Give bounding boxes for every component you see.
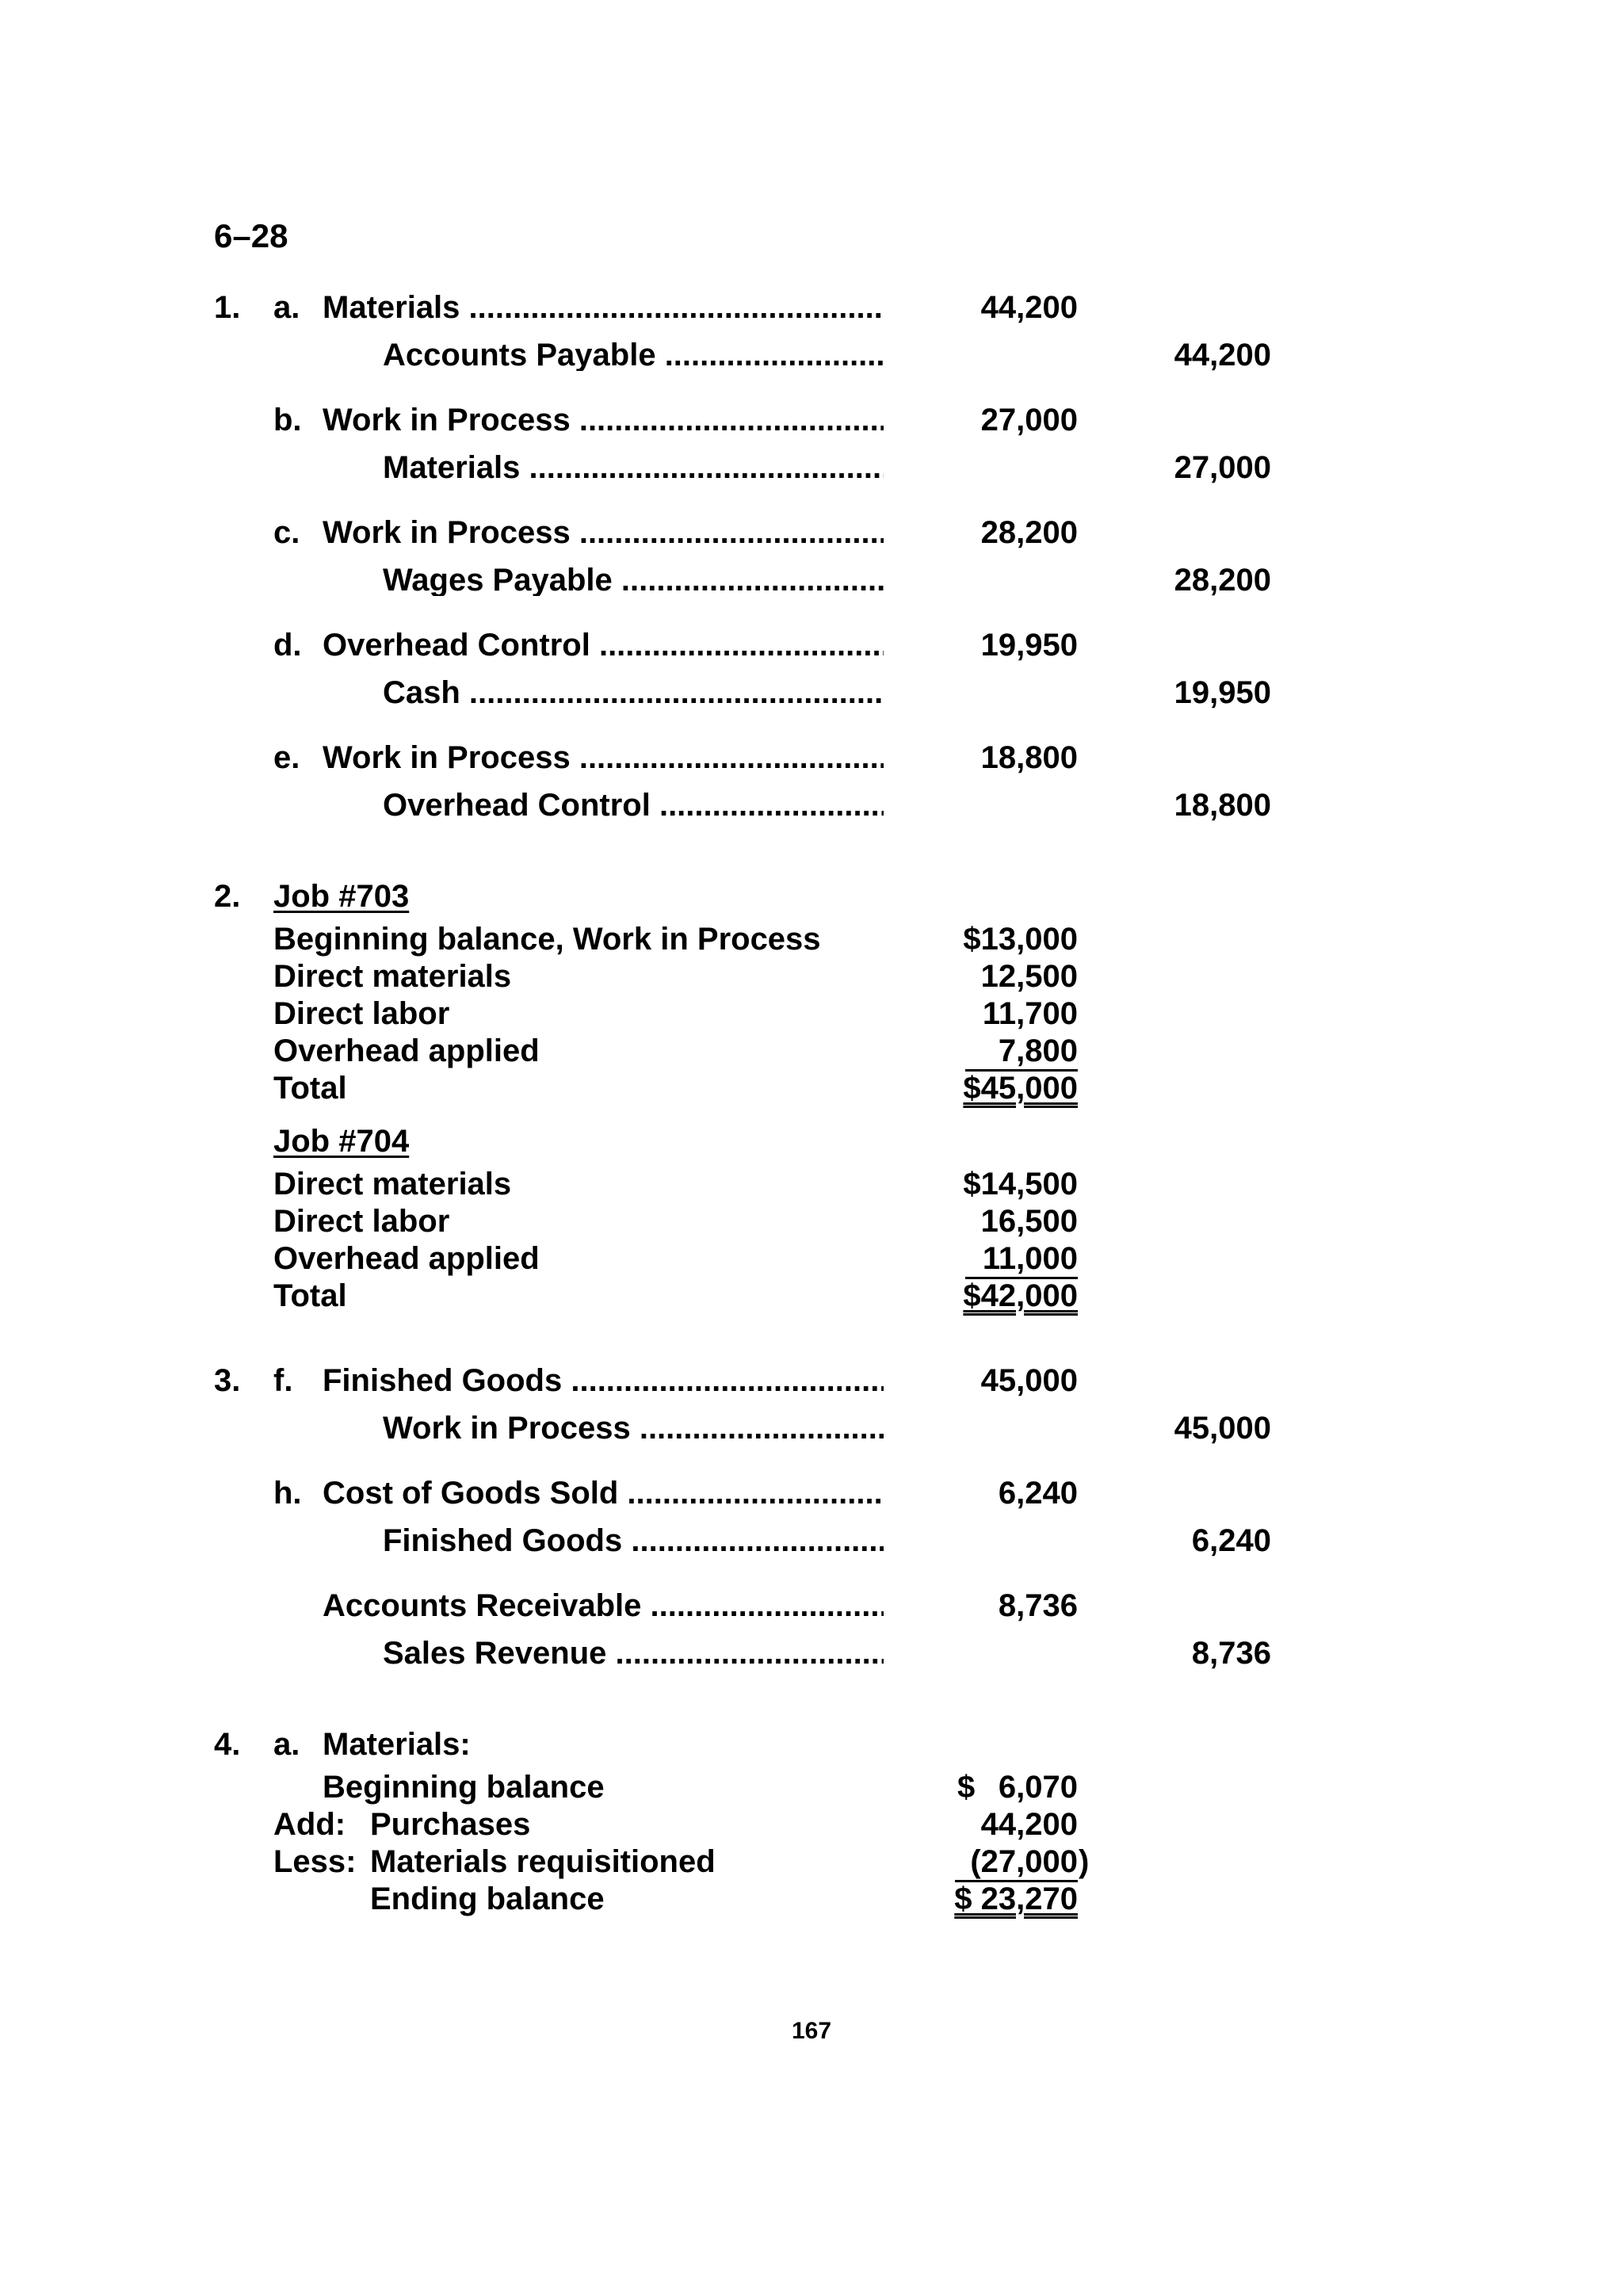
credit-account: Wages Payable .....	[383, 564, 884, 596]
part-number: 3.	[214, 1363, 241, 1398]
credit-amount: 28,200	[1174, 563, 1271, 598]
debit-amount: 28,200	[980, 515, 1078, 550]
page-number: 167	[791, 2018, 832, 2044]
debit-account: Work in Process .....	[323, 742, 884, 774]
ending-balance-value: $ 23,270	[954, 1881, 1078, 1916]
credit-account: Overhead Control .....	[383, 789, 884, 821]
job-row-label: Direct materials	[273, 1167, 512, 1201]
problem-number: 6–28	[214, 217, 288, 254]
job-row-amount: $13,000	[963, 922, 1078, 957]
beginning-balance-amount: 6,070	[998, 1770, 1078, 1805]
job-row-amount: 12,500	[980, 959, 1078, 994]
credit-amount: 45,000	[1174, 1411, 1271, 1446]
entry-letter: h.	[273, 1476, 302, 1511]
debit-amount: 44,200	[980, 290, 1078, 325]
debit-account: Overhead Control .....	[323, 629, 884, 661]
job-total-value: $42,000	[963, 1278, 1078, 1313]
credit-account: Cash .....	[383, 677, 884, 709]
credit-amount: 8,736	[1191, 1636, 1271, 1671]
job-row-label: Overhead applied	[273, 1033, 540, 1068]
credit-account: Materials .....	[383, 452, 884, 483]
part-number: 1.	[214, 290, 241, 325]
job-total-value: $45,000	[963, 1071, 1078, 1106]
debit-account: Cost of Goods Sold .....	[323, 1477, 884, 1509]
debit-amount: 8,736	[998, 1588, 1078, 1623]
job-total-amount	[919, 1280, 1078, 1312]
debit-amount: 27,000	[980, 403, 1078, 437]
credit-account: Sales Revenue .....	[383, 1637, 884, 1669]
entry-letter: f.	[273, 1363, 293, 1398]
debit-amount: 19,950	[980, 628, 1078, 663]
job-row-label: Direct labor	[273, 996, 450, 1031]
debit-amount: 18,800	[980, 740, 1078, 775]
debit-amount: 45,000	[980, 1363, 1078, 1398]
section-heading: Materials:	[323, 1727, 471, 1762]
closing-paren: )	[1079, 1844, 1090, 1879]
part-number: 4.	[214, 1727, 241, 1762]
credit-amount: 44,200	[1174, 338, 1271, 372]
ending-balance-amount	[919, 1883, 1078, 1915]
job-row-label: Direct materials	[273, 959, 512, 994]
job-row-label: Direct labor	[273, 1204, 450, 1239]
credit-amount: 27,000	[1174, 450, 1271, 485]
part-number: 2.	[214, 879, 241, 914]
entry-letter: c.	[273, 515, 300, 550]
requisitioned-amount: (27,000	[970, 1844, 1078, 1879]
ending-balance-label: Ending balance	[370, 1881, 605, 1916]
entry-letter: e.	[273, 740, 300, 775]
entry-letter: a.	[273, 1727, 300, 1762]
job-total-amount	[919, 1072, 1078, 1104]
purchases-amount: 44,200	[980, 1807, 1078, 1842]
credit-amount: 6,240	[1191, 1523, 1271, 1558]
job-row-amount: 11,000	[982, 1241, 1078, 1276]
job-total-label: Total	[273, 1278, 347, 1313]
job-heading: Job #704	[273, 1124, 410, 1159]
credit-amount: 19,950	[1174, 675, 1271, 710]
credit-account: Finished Goods .....	[383, 1525, 884, 1557]
debit-account: Work in Process .....	[323, 404, 884, 436]
job-row-amount: 7,800	[998, 1033, 1078, 1068]
debit-account: Work in Process .....	[323, 517, 884, 548]
credit-account: Work in Process .....	[383, 1412, 884, 1444]
debit-amount: 6,240	[998, 1476, 1078, 1511]
job-row-amount: $14,500	[963, 1167, 1078, 1201]
job-row-amount: 11,700	[982, 996, 1078, 1031]
job-total-label: Total	[273, 1071, 347, 1106]
purchases-label: Purchases	[370, 1807, 531, 1842]
job-row-amount: 16,500	[980, 1204, 1078, 1239]
beginning-balance-label: Beginning balance	[323, 1770, 605, 1805]
job-row-label: Beginning balance, Work in Process	[273, 922, 821, 957]
requisitioned-label: Materials requisitioned	[370, 1844, 716, 1879]
credit-account: Accounts Payable .....	[383, 339, 884, 371]
debit-account: Finished Goods .....	[323, 1365, 884, 1396]
debit-account: Accounts Receivable .....	[323, 1590, 884, 1622]
dollar-sign: $	[957, 1770, 976, 1805]
entry-letter: a.	[273, 290, 300, 325]
debit-account: Materials .....	[323, 292, 884, 323]
less-prefix: Less:	[273, 1844, 357, 1879]
add-prefix: Add:	[273, 1807, 346, 1842]
entry-letter: d.	[273, 628, 302, 663]
credit-amount: 18,800	[1174, 788, 1271, 823]
job-row-label: Overhead applied	[273, 1241, 540, 1276]
entry-letter: b.	[273, 403, 302, 437]
job-heading: Job #703	[273, 879, 410, 914]
